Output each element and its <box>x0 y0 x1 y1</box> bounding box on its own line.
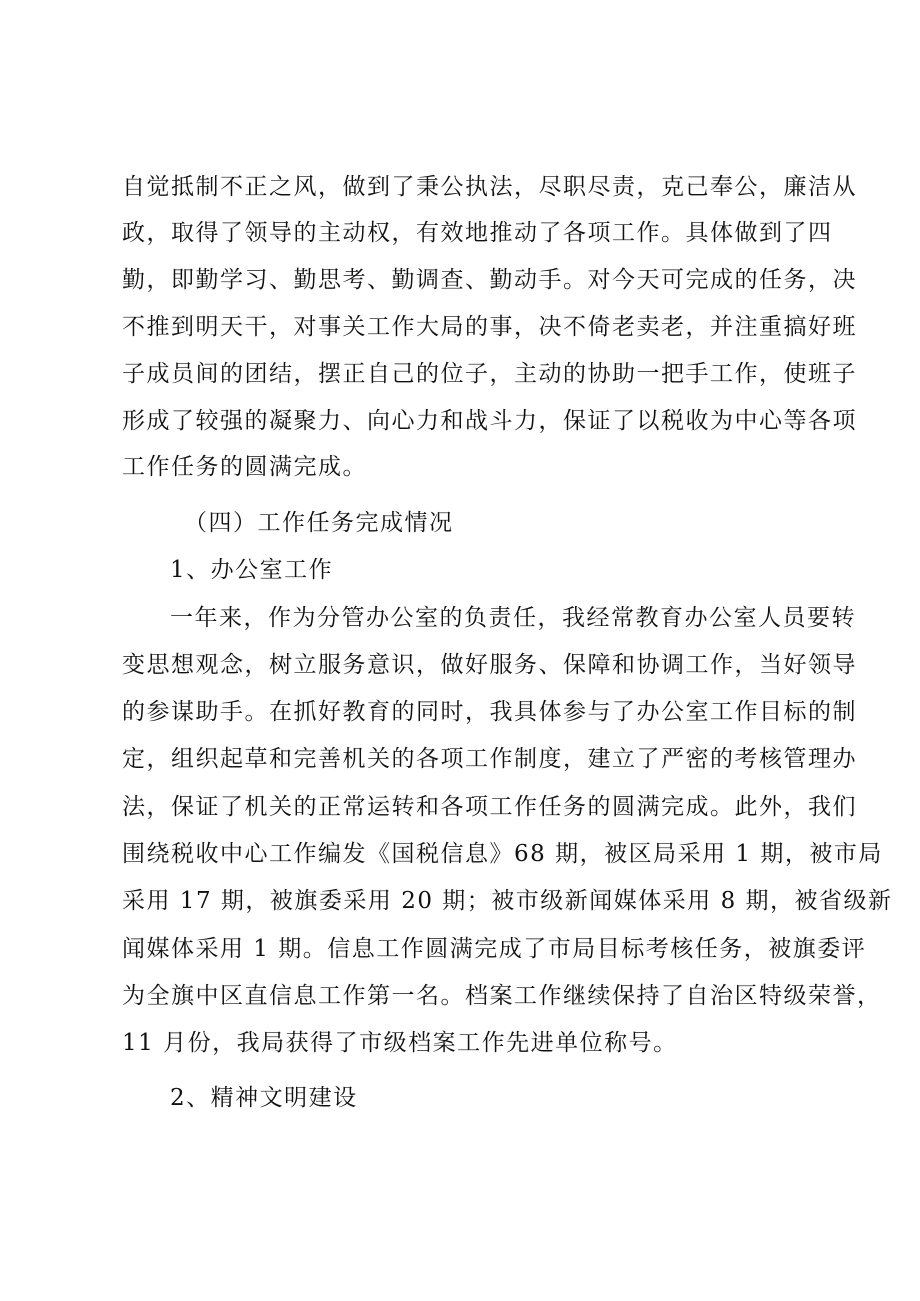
paragraph-line: 法，保证了机关的正常运转和各项工作任务的圆满完成。此外，我们 <box>122 794 857 820</box>
paragraph-line: 自觉抵制不正之风，做到了秉公执法，尽职尽责，克己奉公，廉洁从 <box>122 174 857 200</box>
paragraph-line: 子成员间的团结，摆正自己的位子，主动的协助一把手工作，使班子 <box>122 361 857 387</box>
section-heading: （四）工作任务完成情况 <box>184 510 454 536</box>
subheading-office-work: 1、办公室工作 <box>170 557 334 583</box>
paragraph-line: 工作任务的圆满完成。 <box>122 454 367 480</box>
paragraph-line: 围绕税收中心工作编发《国税信息》68 期，被区局采用 1 期，被市局 <box>122 841 883 867</box>
paragraph-line: 变思想观念，树立服务意识，做好服务、保障和协调工作，当好领导 <box>122 652 857 678</box>
paragraph-line: 政，取得了领导的主动权，有效地推动了各项工作。具体做到了四 <box>122 220 833 246</box>
paragraph-line: 一年来，作为分管办公室的负责任，我经常教育办公室人员要转 <box>170 605 856 631</box>
paragraph-line: 闻媒体采用 1 期。信息工作圆满完成了市局目标考核任务，被旗委评 <box>122 936 867 962</box>
paragraph-line: 不推到明天干，对事关工作大局的事，决不倚老卖老，并注重搞好班 <box>122 314 857 340</box>
paragraph-line: 的参谋助手。在抓好教育的同时，我具体参与了办公室工作目标的制 <box>122 699 857 725</box>
paragraph-line: 采用 17 期，被旗委采用 20 期；被市级新闻媒体采用 8 期，被省级新 <box>122 888 893 914</box>
paragraph-line: 11 月份，我局获得了市级档案工作先进单位称号。 <box>122 1030 678 1056</box>
paragraph-line: 勤，即勤学习、勤思考、勤调查、勤动手。对今天可完成的任务，决 <box>122 267 857 293</box>
subheading-spiritual-civilization: 2、精神文明建设 <box>170 1085 358 1111</box>
paragraph-line: 形成了较强的凝聚力、向心力和战斗力，保证了以税收为中心等各项 <box>122 408 857 434</box>
paragraph-line: 为全旗中区直信息工作第一名。档案工作继续保持了自治区特级荣誉， <box>122 983 882 1009</box>
paragraph-line: 定，组织起草和完善机关的各项工作制度，建立了严密的考核管理办 <box>122 746 857 772</box>
